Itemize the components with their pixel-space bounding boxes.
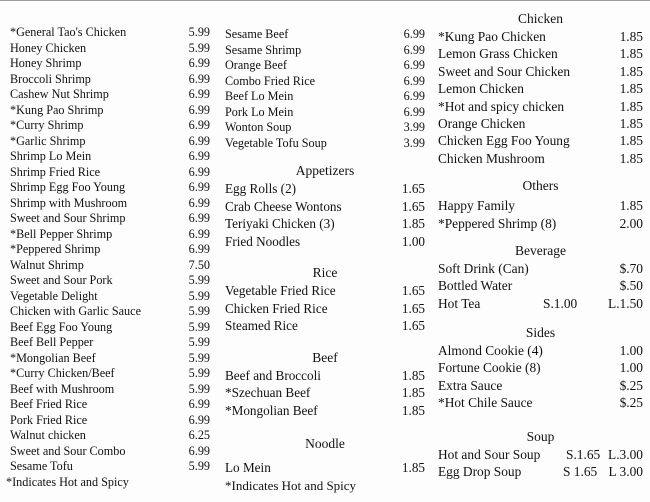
menu-item [10, 25, 210, 41]
menu-item-price: 1.65 [401, 198, 425, 214]
menu-item-price: 1.00 [619, 343, 643, 359]
menu-item-name: Lemon Grass Chicken [438, 46, 558, 62]
menu-item-name: Vegetable Fried Rice [225, 283, 336, 298]
menu-item-name: Beef Fried Rice [10, 397, 88, 411]
menu-item-name: Beef Egg Foo Young [10, 319, 113, 334]
menu-item-price: 1.65 [401, 300, 425, 316]
menu-item [225, 43, 425, 59]
menu-item-name: *Curry Chicken/Beef [10, 366, 115, 380]
menu-item [438, 359, 643, 376]
menu-item-price: 6.99 [403, 73, 425, 88]
menu-item-name: Orange Beef [225, 58, 287, 72]
menu-item [438, 28, 643, 45]
menu-item-price: 1.85 [401, 460, 425, 475]
menu-item-name: Shrimp Egg Foo Young [10, 180, 126, 194]
menu-item-name: *Garlic Shrimp [10, 133, 86, 148]
egg-drop-soup-row: Egg Drop Soup S 1.65 L 3.00 [438, 464, 643, 480]
menu-item-name: Soft Drink (Can) [438, 260, 529, 276]
menu-item [225, 282, 425, 300]
hot-tea-row: Hot Tea S.1.00 L.1.50 [438, 295, 643, 311]
menu-item [10, 304, 210, 320]
menu-item [225, 89, 425, 105]
menu-item-name: Wonton Soup [225, 120, 292, 134]
section-heading-rice: Rice [312, 265, 338, 280]
menu-item [10, 428, 210, 444]
menu-item-name: *Peppered Shrimp (8) [438, 215, 557, 231]
menu-item [438, 394, 643, 411]
menu-item-name: Walnut chicken [10, 428, 86, 442]
menu-item-price: 1.85 [401, 385, 425, 400]
menu-item-name: Pork Fried Rice [10, 412, 88, 427]
menu-item [225, 198, 425, 216]
menu-item [10, 242, 210, 258]
menu-item [10, 289, 210, 305]
menu-item-name: Fried Noodles [225, 233, 301, 249]
menu-item-price: 3.99 [403, 135, 425, 150]
beef-list [225, 367, 425, 420]
menu-item-price: 7.50 [188, 257, 210, 272]
menu-item-name: Happy Family [438, 198, 515, 214]
menu-item [10, 134, 210, 150]
menu-item [225, 58, 425, 74]
menu-item-price: 6.99 [188, 242, 210, 256]
noodle-list [225, 459, 425, 477]
spicy-note: *Indicates Hot and Spicy [6, 474, 129, 489]
menu-item-name: Sesame Tofu [10, 459, 73, 473]
menu-item-price: 6.99 [188, 102, 210, 117]
menu-item-price: 6.99 [403, 42, 425, 57]
menu-item-name: Beef with Mushroom [10, 381, 115, 396]
menu-item [225, 402, 425, 420]
menu-item-name: Lemon Chicken [438, 81, 524, 97]
menu-item-price: 6.99 [188, 87, 210, 101]
menu-item [10, 196, 210, 212]
menu-item [10, 211, 210, 227]
menu-item-name: *Bell Pepper Shrimp [10, 226, 113, 241]
menu-item [225, 215, 425, 233]
section-heading-sides: Sides [525, 325, 556, 341]
entree-list [10, 25, 210, 475]
appetizers-list [225, 180, 425, 250]
menu-item-price: 5.99 [188, 350, 210, 365]
menu-item-price: $.50 [619, 278, 643, 294]
menu-item-name: Vegetable Tofu Soup [225, 135, 327, 150]
menu-item-name: Steamed Rice [225, 318, 298, 333]
menu-item-name: Beef and Broccoli [225, 367, 321, 383]
menu-item [10, 227, 210, 243]
menu-item [10, 41, 210, 57]
menu-item [438, 63, 643, 80]
menu-item-name: *Hot Chile Sauce [438, 395, 533, 411]
menu-item [225, 317, 425, 335]
menu-item-price: 6.99 [188, 118, 210, 132]
menu-item-price: 1.85 [619, 98, 643, 114]
menu-item-price: 5.99 [188, 273, 210, 287]
menu-item-name: Walnut Shrimp [10, 257, 84, 272]
menu-item [225, 384, 425, 402]
menu-item [225, 233, 425, 251]
menu-item-price: 6.99 [188, 397, 210, 411]
menu-item-price: 6.99 [188, 211, 210, 225]
menu-item [10, 118, 210, 134]
menu-item-name: *Mongolian Beef [10, 350, 96, 365]
menu-item-price: 5.99 [188, 319, 210, 334]
menu-item-name: Teriyaki Chicken (3) [225, 216, 335, 231]
menu-item [225, 27, 425, 43]
menu-item-price: 6.99 [188, 164, 210, 179]
menu-item-price: 3.99 [403, 120, 425, 134]
menu-item-price: 6.99 [188, 443, 210, 458]
menu-item [10, 149, 210, 165]
menu-item-price: 1.85 [401, 367, 425, 383]
menu-item [438, 277, 643, 294]
menu-item-price: 6.99 [403, 89, 425, 103]
menu-item-name: Combo Fried Rice [225, 73, 316, 88]
menu-item [10, 103, 210, 119]
menu-item [438, 342, 643, 359]
sides-list [438, 342, 643, 412]
menu-item-price: 5.99 [188, 25, 210, 39]
menu-item-price: 6.99 [188, 226, 210, 241]
menu-item-name: Cashew Nut Shrimp [10, 87, 109, 101]
menu-item [438, 197, 643, 214]
menu-item [438, 260, 643, 277]
menu-item-name: Chicken with Garlic Sauce [10, 304, 141, 318]
menu-column-1 [6, 25, 210, 490]
menu-item-price: 1.85 [619, 81, 643, 97]
menu-item-name: Egg Rolls (2) [225, 181, 297, 196]
menu-item-name: Shrimp with Mushroom [10, 195, 128, 210]
menu-item [10, 413, 210, 429]
menu-item [438, 80, 643, 97]
menu-item [10, 382, 210, 398]
menu-item-price: 1.65 [401, 283, 425, 298]
menu-item-price: 1.85 [619, 198, 643, 214]
menu-item-price: 2.00 [619, 215, 643, 231]
menu-item-name: Beef Lo Mein [225, 89, 294, 103]
menu-item-price: 1.85 [619, 133, 643, 149]
menu-item-name: Sweet and Sour Pork [10, 273, 113, 287]
menu-item [10, 366, 210, 382]
menu-item-name: Almond Cookie (4) [438, 343, 543, 359]
menu-item [10, 165, 210, 181]
menu-item-price: 1.00 [401, 233, 425, 249]
menu-item-name: Beef Bell Pepper [10, 335, 94, 349]
menu-item [10, 56, 210, 72]
others-list [438, 197, 643, 232]
menu-item [438, 377, 643, 394]
menu-item-name: Lo Mein [225, 460, 271, 475]
menu-item [438, 150, 643, 167]
section-heading-beef: Beef [312, 349, 338, 365]
menu-item [10, 335, 210, 351]
menu-item-name: Sweet and Sour Combo [10, 443, 126, 458]
top-border [0, 0, 650, 1]
menu-item [225, 180, 425, 198]
menu-item [225, 300, 425, 318]
menu-item-price: 1.00 [619, 360, 643, 376]
section-heading-others: Others [522, 178, 559, 194]
menu-item-price: 1.85 [401, 402, 425, 418]
menu-item-name: *Curry Shrimp [10, 118, 84, 132]
menu-item-price: 6.99 [188, 56, 210, 70]
menu-item-price: 1.85 [619, 115, 643, 131]
menu-item-name: *Mongolian Beef [225, 402, 318, 418]
menu-item-price: $.70 [619, 260, 643, 276]
menu-item [10, 320, 210, 336]
menu-item-price: 1.85 [401, 216, 425, 231]
section-heading-chicken: Chicken [518, 11, 563, 26]
menu-item-name: Vegetable Delight [10, 288, 98, 303]
menu-item-name: Chicken Egg Foo Young [438, 133, 570, 149]
menu-item-price: $.25 [619, 395, 643, 411]
menu-item [225, 459, 425, 477]
menu-item-name: Shrimp Fried Rice [10, 164, 101, 179]
menu-item-name: Sweet and Sour Chicken [438, 63, 571, 79]
menu-item [225, 367, 425, 385]
menu-item-price: 1.65 [401, 181, 425, 196]
menu-item-price: 6.99 [188, 71, 210, 86]
menu-item-price: 5.99 [188, 304, 210, 318]
menu-item [10, 351, 210, 367]
menu-item-name: Extra Sauce [438, 377, 503, 393]
menu-item [10, 72, 210, 88]
menu-item-price: 5.99 [188, 381, 210, 396]
menu-item-name: Broccoli Shrimp [10, 71, 91, 86]
section-heading-noodle: Noodle [305, 436, 345, 451]
menu-item [10, 459, 210, 475]
menu-item [438, 215, 643, 232]
menu-item [10, 273, 210, 289]
menu-item [438, 132, 643, 149]
menu-column-2 [225, 27, 425, 495]
hot-sour-soup-row: Hot and Sour Soup S.1.65 L.3.00 [438, 446, 643, 462]
menu-item-price: 6.25 [188, 428, 210, 442]
menu-item [225, 136, 425, 152]
section-heading-appetizers: Appetizers [295, 163, 355, 178]
menu-item-name: Bottled Water [438, 278, 513, 294]
menu-item-price: 5.99 [188, 40, 210, 55]
menu-item-name: *Kung Pao Shrimp [10, 102, 104, 117]
menu-item [10, 87, 210, 103]
menu-item-name: Sesame Beef [225, 27, 289, 41]
menu-item-name: Orange Chicken [438, 115, 526, 131]
menu-item-name: Fortune Cookie (8) [438, 360, 541, 376]
menu-item-price: 1.85 [619, 150, 643, 166]
menu-item-price: 5.99 [188, 288, 210, 303]
menu-item [438, 98, 643, 115]
chicken-list [438, 28, 643, 167]
menu-item-price: 1.85 [619, 63, 643, 79]
specials-list [225, 27, 425, 151]
menu-item-name: Chicken Mushroom [438, 150, 545, 166]
menu-item-price: 5.99 [188, 459, 210, 473]
menu-item-price: 6.99 [403, 104, 425, 119]
menu-item [10, 180, 210, 196]
menu-item-name: Shrimp Lo Mein [10, 149, 92, 163]
menu-item-price: 1.65 [401, 318, 425, 333]
menu-item-price: 1.85 [619, 29, 643, 44]
menu-item [225, 105, 425, 121]
menu-item-name: *Peppered Shrimp [10, 242, 101, 256]
rice-list [225, 282, 425, 335]
menu-item-name: *Hot and spicy chicken [438, 98, 565, 114]
menu-item-price: 6.99 [188, 149, 210, 163]
menu-item-name: *General Tao's Chicken [10, 25, 127, 39]
menu-item-price: 1.85 [619, 46, 643, 62]
menu-item [10, 444, 210, 460]
menu-item-price: 6.99 [403, 27, 425, 41]
menu-item-price: 6.99 [188, 412, 210, 427]
menu-item-price: $.25 [619, 377, 643, 393]
menu-item-name: Pork Lo Mein [225, 104, 294, 119]
section-heading-soup: Soup [526, 428, 555, 444]
menu-item-price: 6.99 [188, 180, 210, 194]
beverage-list [438, 260, 643, 295]
menu-item-name: *Szechuan Beef [225, 385, 311, 400]
menu-item [10, 397, 210, 413]
menu-item-price: 5.99 [188, 335, 210, 349]
menu-item [225, 120, 425, 136]
menu-item-name: Sesame Shrimp [225, 42, 302, 57]
menu-item-price: 6.99 [403, 58, 425, 72]
menu-item-price: 6.99 [188, 195, 210, 210]
section-heading-beverage: Beverage [515, 242, 566, 258]
menu-column-3 [438, 10, 643, 480]
menu-item-name: Chicken Fried Rice [225, 300, 328, 316]
menu-item [438, 45, 643, 62]
menu-item-price: 5.99 [188, 366, 210, 380]
menu-item-name: *Kung Pao Chicken [438, 29, 546, 44]
menu-item-price: 6.99 [188, 133, 210, 148]
menu-item [10, 258, 210, 274]
menu-item-name: Sweet and Sour Shrimp [10, 211, 126, 225]
menu-item [225, 74, 425, 90]
menu-item-name: Crab Cheese Wontons [225, 198, 342, 214]
menu-item [438, 115, 643, 132]
menu-item-name: Honey Chicken [10, 40, 87, 55]
menu-item-name: Honey Shrimp [10, 56, 82, 70]
noodle-spicy-note: *Indicates Hot and Spicy [225, 477, 357, 493]
